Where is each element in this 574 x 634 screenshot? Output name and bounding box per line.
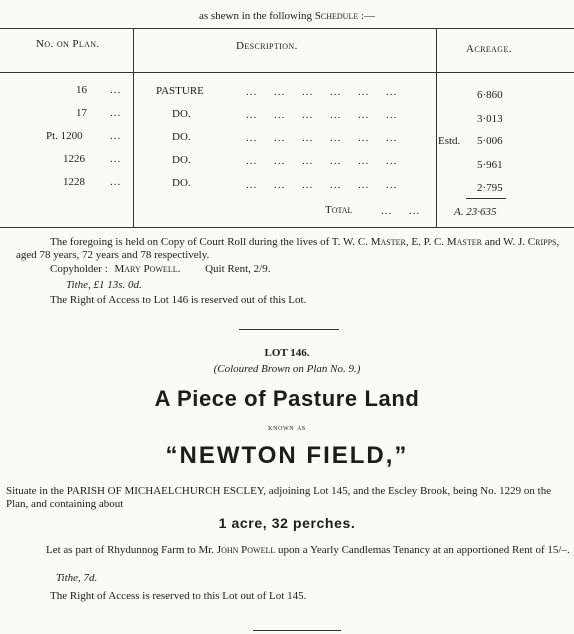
let-tenant-name: John Powell [216,544,276,556]
row-3-estd: Estd. [438,135,461,147]
lot-subtitle [0,363,574,375]
table-bottom-rule [0,227,574,228]
header-acreage: Acreage. [466,43,512,55]
lot-title: A Piece of Pasture Land [154,386,420,411]
intro-schedule-word: Schedule [314,10,359,22]
row-1-desc: PASTURE [156,85,204,97]
lot-tithe [56,572,97,584]
row-5-dots: ... [110,176,122,188]
row-4-desc: DO. [172,154,191,166]
notes-access: The Right of Access to Lot 146 is reserved out of this Lot. [50,294,307,306]
table-header-rule [0,72,574,73]
total-leader: ... ... [381,205,421,217]
row-5-leader: ... ... ... ... ... ... [246,179,398,191]
row-4-no: 1226 [63,153,85,165]
row-3-desc: DO. [172,131,191,143]
situate-paragraph: Situate in the PARISH OF MICHAELCHURCH ESCLEY, adjoining Lot 145, and the Escley Brook, being No. 1229 on the Plan, and containing about [6,485,552,510]
known-as: known as [268,422,306,432]
row-5-desc: DO. [172,177,191,189]
row-3-leader: ... ... ... ... ... ... [246,132,398,144]
row-2-desc: DO. [172,108,191,120]
row-2-leader: ... ... ... ... ... ... [246,109,398,121]
let-text-a: Let as part of Rhydunnog Farm to Mr. [46,544,217,556]
lot-tithe-text: Tithe, 7d. [56,572,98,584]
header-description: Description. [236,40,298,52]
lot-area: 1 acre, 32 perches. [218,515,356,531]
copyholder-line [50,263,270,275]
let-text-c: upon a Yearly Candlemas Tenancy at an apportioned Rent of 15/–. [275,544,570,556]
lot-number: LOT 146. [264,347,310,359]
notes-name-cripps: Cripps [527,236,557,248]
total-value-text: A. 23·635 [454,206,497,218]
notes-paragraph [16,236,566,262]
row-1-acreage: 6·860 [477,89,503,101]
total-value [454,206,496,218]
row-5-acreage: 2·795 [477,182,503,194]
intro-text: as shewn in the following [198,10,315,22]
lot-subtitle-text: (Coloured Brown on Plan No. 9.) [213,363,361,375]
section-divider [239,329,339,330]
row-1-dots: ... [110,84,122,96]
header-no-on-plan: No. on Plan. [36,38,100,50]
row-1-leader: ... ... ... ... ... ... [246,86,398,98]
row-5-no: 1228 [63,176,85,188]
copyholder-label: Copyholder : [50,263,108,275]
row-4-dots: ... [110,153,122,165]
notes-text-a: The foregoing is held on Copy of Court Roll during the lives of T. W. C. [50,236,371,248]
row-3-no: Pt. 1200 [46,130,83,142]
intro-suffix: :— [358,10,376,22]
row-4-leader: ... ... ... ... ... ... [246,155,398,167]
bottom-divider [253,630,341,631]
notes-tithe [66,279,142,291]
table-col-divider-1 [133,28,134,227]
copyholder-name: Mary Powell. [114,263,181,275]
lot-name: “NEWTON FIELD,” [165,442,409,469]
row-2-no: 17 [76,107,87,119]
quit-rent: Quit Rent, 2/9. [205,263,271,275]
schedule-table [0,28,574,230]
notes-text-c: , E. P. C. [405,236,447,248]
row-1-no: 16 [76,84,87,96]
row-3-acreage: 5·006 [477,135,503,147]
table-top-rule [0,28,574,29]
notes-text-e: and W. J. [484,236,528,248]
schedule-intro [0,10,574,22]
row-2-acreage: 3·013 [477,113,503,125]
let-paragraph [6,544,572,557]
row-2-dots: ... [110,107,122,119]
lot-access: The Right of Access is reserved to this Lot out of Lot 145. [50,590,307,602]
notes-name-master-2: Master [446,236,482,248]
total-label: Total [325,204,353,216]
notes-tithe-text: Tithe, £1 13s. 0d. [66,279,142,291]
row-3-dots: ... [110,130,122,142]
total-rule [466,198,506,199]
row-4-acreage: 5·961 [477,159,503,171]
notes-text-g: , aged 78 years, 72 years and 78 respectively. [16,236,560,261]
notes-name-master-1: Master [370,236,406,248]
table-col-divider-2 [436,28,437,227]
